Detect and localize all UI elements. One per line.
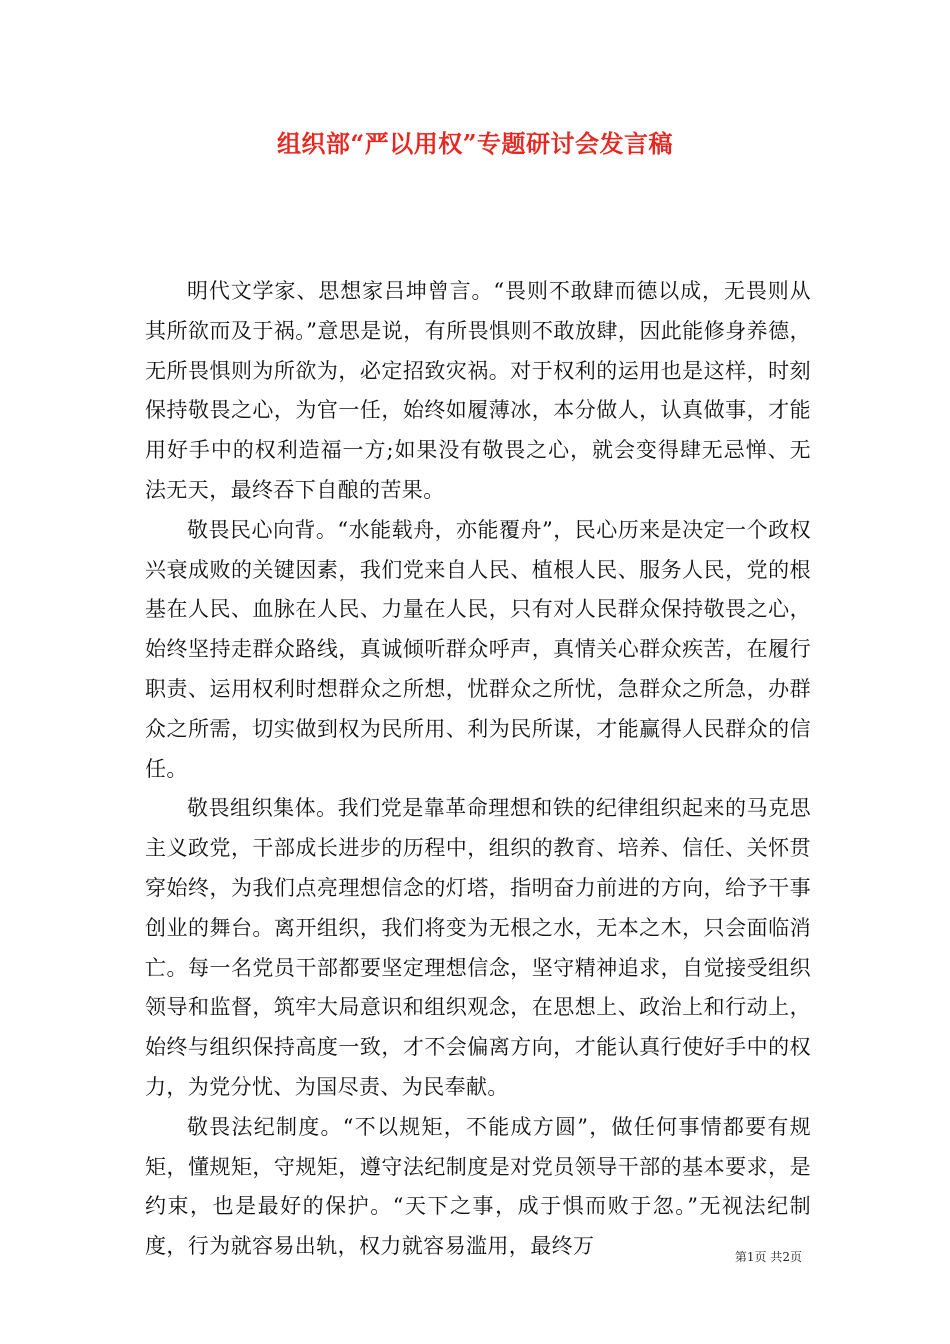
paragraph-1: 明代文学家、思想家吕坤曾言。“畏则不敢肆而德以成，无畏则从其所欲而及于祸。”意思是说，有所畏惧则不敢放肆，因此能修身养德，无所畏惧则为所欲为，必定招致灾祸。对于权利的运用也是这样，时刻保持敬畏之心，为官一任，始终如履薄冰，本分做人，认真做事，才能用好手中的权利造福一方;如果没有敬畏之心，就会变得肆无忌惮、无法无天，最终吞下自酿的苦果。 <box>145 279 811 502</box>
document-title: 组织部“严以用权”专题研讨会发言稿 <box>276 129 674 158</box>
paragraph-2: 敬畏民心向背。“水能载舟，亦能覆舟”，民心历来是决定一个政权兴衰成败的关键因素，我们党来自人民、植根人民、服务人民，党的根基在人民、血脉在人民、力量在人民，只有对人民群众保持敬畏之心，始终坚持走群众路线，真诚倾听群众呼声，真情关心群众疾苦，在履行职责、运用权利时想群众之所想，忧群众之所忧，急群众之所急，办群众之所需，切实做到权为民所用、利为民所谋，才能赢得人民群众的信任。 <box>145 517 811 781</box>
paragraph-4: 敬畏法纪制度。“不以规矩，不能成方圆”，做任何事情都要有规矩，懂规矩，守规矩，遵守法纪制度是对党员领导干部的基本要求，是约束，也是最好的保护。“天下之事，成于惧而败于忽。”无视法纪制度，行为就容易出轨，权力就容易滥用，最终万 <box>145 1114 811 1259</box>
page-number: 第1页 共2页 <box>734 1250 802 1264</box>
paragraph-3: 敬畏组织集体。我们党是靠革命理想和铁的纪律组织起来的马克思主义政党，干部成长进步的历程中，组织的教育、培养、信任、关怀贯穿始终，为我们点亮理想信念的灯塔，指明奋力前进的方向，给予干事创业的舞台。离开组织，我们将变为无根之水，无本之木，只会面临消亡。每一名党员干部都要坚定理想信念，坚守精神追求，自觉接受组织领导和监督，筑牢大局意识和组织观念，在思想上、政治上和行动上，始终与组织保持高度一致，才不会偏离方向，才能认真行使好手中的权力，为党分忧、为国尽责、为民奉献。 <box>145 796 811 1099</box>
document-body <box>145 272 811 1267</box>
